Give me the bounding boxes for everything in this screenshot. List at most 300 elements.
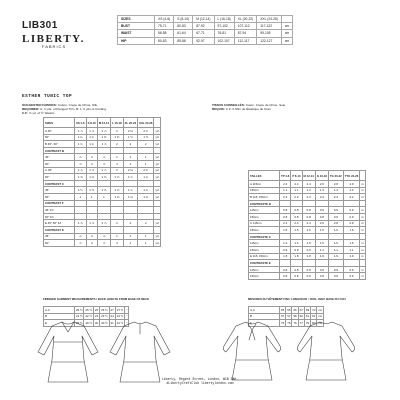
measure-cell: cm [318, 320, 323, 325]
grid-cell: 2.4 [328, 194, 343, 201]
grid-cell: ⅞ [86, 233, 97, 240]
grid-cell: ⅞ [97, 154, 110, 161]
measure-cell: 23 [94, 314, 99, 319]
size-row-label: HIP [118, 37, 155, 44]
grid-cell: 1 ⅜ [111, 134, 124, 141]
grid-cell: m [361, 274, 364, 279]
measure-row-label: E [44, 320, 75, 327]
measure-cell: 27 ½ [116, 307, 124, 312]
grid-cell: ⅞ [86, 160, 97, 167]
grid-row-label: CONTRAST E [44, 226, 75, 233]
grid-cell: 0.8 [280, 266, 291, 273]
grid-cell: 0.8 [315, 273, 328, 280]
grid-row-label: 45" F/I [44, 207, 75, 214]
grid-row-label: E 115, 150cm [249, 253, 280, 260]
grid-cell: 2.4 [280, 220, 291, 227]
grid-row-label: CONTRASTE B [249, 200, 280, 207]
sketch-b-front [223, 322, 280, 380]
size-cell: 76-81 [214, 30, 234, 37]
grid-cell: 2.6 [315, 220, 328, 227]
grid-header-cell: TG 20-22 [328, 171, 343, 181]
grid-cell: 1.5 [291, 227, 302, 234]
grid-row-label: C 115cm [249, 220, 280, 227]
required-text: A: 4 yds. of Flanged Trim. B: 1 ⅝ yds of Cording. [40, 107, 107, 112]
measure-cell: 31 ½ [116, 320, 124, 325]
grid-row-label: 45" [44, 154, 75, 161]
grid-cell: m [361, 188, 364, 193]
grid-cell: 1 ¼ [75, 134, 87, 141]
grid-cell: 2 [111, 128, 124, 135]
grid-cell: yd [155, 161, 159, 166]
grid-header-cell: XS 4-6 [75, 118, 87, 128]
grid-cell: 1 ⅝ [97, 174, 110, 181]
grid-cell: 1 ⅛ [111, 193, 124, 200]
grid-cell: 2 [138, 141, 154, 148]
grid-cell: 1 ⅞ [97, 167, 110, 174]
size-row-label: BUST [118, 23, 155, 30]
grid-cell: 1.6 [328, 240, 343, 247]
grid-cell: 1 ⅝ [75, 174, 87, 181]
grid-cell: 2.9 [343, 220, 360, 227]
grid-cell: 0.8 [291, 213, 302, 220]
grid-cell: 0.8 [291, 266, 302, 273]
grid-cell: 1.1 [280, 187, 291, 194]
requis-label: REQUIS: [212, 107, 225, 112]
grid-cell: 1 ¼ [86, 134, 97, 141]
grid-cell: 1 [123, 233, 137, 240]
grid-cell: 0.9 [328, 266, 343, 273]
grid-cell: 1.8 [302, 253, 315, 260]
grid-cell: 1 [123, 240, 137, 247]
measure-cell: 24 ½ [116, 314, 124, 319]
size-cell: 92-97 [193, 37, 214, 44]
footer-links: #LibertyCraftClub libertylondon.com [166, 381, 234, 386]
tissus-label: TISSUS CONSEILLÉS: [212, 103, 245, 107]
grid-cell: m [361, 247, 364, 252]
measure-cell: cm [318, 307, 323, 312]
cf-text: ⅝ yd. of ½" Elastic [28, 111, 55, 116]
grid-row-label: A 115cm [249, 181, 280, 188]
grid-header-cell: L 16-18 [111, 118, 124, 128]
grid-cell: 1.1 [343, 246, 360, 253]
grid-row-label: 150cm [249, 273, 280, 280]
grid-row-label: CONTRAST F [44, 200, 75, 207]
measurements-note-fr: MESURES DU VÊTEMENT FINI / LONGUEUR = DOS, AVEC BASE DU COU [248, 297, 346, 301]
grid-cell: m [361, 208, 364, 213]
grid-cell: yd [155, 128, 159, 133]
grid-cell: yd [155, 188, 159, 193]
grid-header-cell: XL 20-22 [123, 118, 137, 128]
measure-cell: " [126, 307, 128, 312]
grid-row-label: 115cm [249, 207, 280, 214]
size-cell: 87-92 [193, 23, 214, 30]
grid-cell: ⅞ [75, 240, 87, 247]
size-cell: XS (4-6) [155, 16, 174, 23]
grid-header-cell: P 8-10 [291, 171, 302, 181]
measure-cell: 67 [299, 307, 303, 312]
grid-cell: yd [155, 174, 159, 179]
grid-cell: yd [155, 240, 159, 245]
grid-header-cell: G 16-18 [315, 171, 328, 181]
size-row-label: SIZES [118, 16, 155, 23]
measure-cell: 26 ½ [101, 307, 108, 312]
grid-cell: 0.8 [302, 273, 315, 280]
measure-cell: 24 [110, 314, 114, 319]
size-cell: 117-122 [257, 23, 282, 30]
grid-cell: 1.3 [302, 187, 315, 194]
page-footer [0, 377, 400, 385]
grid-row-label: A 45" [44, 128, 75, 135]
grid-row-label: 115cm [249, 266, 280, 273]
grid-cell: 1.9 [328, 253, 343, 260]
grid-cell: 1 [97, 193, 110, 200]
measure-cell: 69 [305, 307, 310, 312]
grid-row-label: 45" [44, 233, 75, 240]
size-cell: 75-71 [155, 23, 174, 30]
grid-cell: 2.8 [328, 181, 343, 188]
grid-row-label: 150cm [249, 213, 280, 220]
grid-cell: 1 [123, 160, 137, 167]
grid-cell: 1.6 [343, 227, 360, 234]
grid-header-cell: M 12-14 [97, 118, 110, 128]
measure-cell: 30 [94, 320, 99, 325]
measure-cell: " [126, 314, 128, 319]
measure-cell: 80 [312, 320, 316, 325]
grid-cell: 2 [123, 220, 137, 227]
grid-cell: 0.8 [302, 213, 315, 220]
grid-cell: 2.3 [291, 194, 302, 201]
grid-cell: 1 ⅞ [75, 167, 87, 174]
grid-row-label: CONTRAST B [44, 147, 75, 154]
sketch-b-back [297, 322, 354, 380]
grid-cell: m [361, 227, 364, 232]
grid-cell: 1.4 [328, 187, 343, 194]
grid-header-cell: XXL 24-26 [138, 118, 154, 128]
size-cell: S (8-10) [174, 16, 193, 23]
measure-cell: 30 ½ [101, 320, 108, 325]
grid-cell: 1 ⅞ [97, 220, 110, 227]
size-cell: 112-117 [234, 37, 256, 44]
grid-cell: 1 ¾ [138, 187, 154, 194]
grid-row-label: 60" [44, 240, 75, 247]
grid-row-label: C 45" [44, 167, 75, 174]
grid-cell: 1 [123, 154, 137, 161]
grid-cell: 1 ¾ [123, 174, 137, 181]
measure-cell: 60 [299, 314, 303, 319]
measure-cell: 65 [287, 307, 291, 312]
grid-header-cell: TAILLES [249, 171, 280, 181]
measure-cell: 77 [299, 320, 303, 325]
size-cell: 97-102 [214, 23, 234, 30]
grid-cell: 1.4 [280, 240, 291, 247]
grid-row-label: 45" [44, 187, 75, 194]
grid-cell: 0.8 [302, 266, 315, 273]
measure-cell: 22 ½ [76, 314, 83, 319]
measure-cell: 31 [110, 320, 114, 325]
grid-row-label: 150cm [249, 187, 280, 194]
required-label: REQUIRED: [22, 107, 40, 112]
sketch-a-front [38, 322, 98, 382]
grid-cell: 1 ⅞ [86, 220, 97, 227]
pattern-code: LIB301 [22, 20, 58, 31]
size-cell: 99-105 [257, 30, 282, 37]
grid-cell: 1 [138, 154, 154, 161]
grid-cell: 2.4 [280, 181, 291, 188]
grid-cell: ⅞ [97, 233, 110, 240]
grid-cell: yd [155, 194, 159, 199]
grid-row-label: 60" [44, 193, 75, 200]
grid-cell: 1 ⅛ [138, 193, 154, 200]
grid-cell: 0.9 [343, 207, 360, 214]
grid-cell: 1 [138, 240, 154, 247]
grid-cell: ⅞ [75, 154, 87, 161]
grid-cell: 2.8 [328, 220, 343, 227]
grid-cell: 0.8 [280, 207, 291, 214]
grid-cell: 1 ¾ [86, 141, 97, 148]
grid-cell: yd [155, 141, 159, 146]
grid-cell: 1 ½ [75, 187, 87, 194]
size-cell: XL (20-22) [234, 16, 256, 23]
size-cell: 56-58 [155, 30, 174, 37]
measure-cell: 75 [287, 320, 291, 325]
grid-row-label: B 45", 60" [44, 141, 75, 148]
grid-cell: 1.8 [280, 253, 291, 260]
grid-cell: 1 ½ [123, 134, 137, 141]
pattern-title: ESTHER TUNIC TOP [22, 94, 73, 99]
measure-row-label: E [249, 320, 280, 327]
grid-cell: 1 ½ [86, 187, 97, 194]
grid-cell: ⅞ [75, 160, 87, 167]
measure-cell: 29 ½ [85, 320, 92, 325]
grid-cell: 2.4 [315, 194, 328, 201]
grid-cell: yd [155, 135, 159, 140]
grid-cell: 1 ⅛ [123, 193, 137, 200]
grid-header-cell: TTG 24-26 [343, 171, 360, 181]
measure-row-label: B [44, 313, 75, 320]
grid-cell: 2.4 [291, 220, 302, 227]
grid-cell: m [361, 194, 364, 199]
grid-cell: 2.3 [280, 194, 291, 201]
grid-row-label: 115cm [249, 240, 280, 247]
measurements-note-en: FINISHED GARMENT MEASUREMENTS / BACK LENGTH FROM BASE OF NECK [43, 297, 150, 301]
grid-cell: 1.5 [315, 227, 328, 234]
brand-name: LIBERTY. [22, 33, 85, 45]
size-cell: 85-88 [174, 37, 193, 44]
measure-cell: 65 [281, 307, 285, 312]
grid-header-cell: TP 4-6 [280, 171, 291, 181]
grid-cell: 2 ⅛ [123, 128, 137, 135]
grid-cell: 0.8 [291, 273, 302, 280]
grid-cell: 1 ⅝ [97, 187, 110, 194]
grid-cell: 0.9 [343, 266, 360, 273]
grid-cell: 1 ⅞ [75, 220, 87, 227]
grid-cell: 1 ¾ [123, 187, 137, 194]
measure-cell: 29 ½ [76, 320, 83, 325]
measure-cell: 62 [312, 314, 316, 319]
grid-cell: 1 ⅝ [86, 174, 97, 181]
grid-row-label: CONTRAST C [44, 180, 75, 187]
grid-cell: 1 ⅞ [86, 128, 97, 135]
grid-cell: 0.8 [302, 207, 315, 214]
grid-cell: 1.3 [315, 187, 328, 194]
measure-row-label: B [249, 313, 280, 320]
grid-cell: 1.5 [302, 227, 315, 234]
grid-cell: 2 [111, 220, 124, 227]
grid-cell: 1.9 [315, 253, 328, 260]
grid-cell: 2.9 [343, 181, 360, 188]
sketch-a-back [110, 322, 170, 382]
cf-label: C.F: [22, 111, 29, 116]
grid-cell: 0.9 [328, 207, 343, 214]
grid-cell: 0.9 [328, 273, 343, 280]
grid-cell: m [361, 221, 364, 226]
size-row-label: WAIST [118, 30, 155, 37]
grid-cell: 1.5 [302, 240, 315, 247]
size-cell: 102-107 [214, 37, 234, 44]
measure-cell: 66 [293, 307, 297, 312]
tissus-text: Coton, Crepe de Chine, Soie. [245, 103, 287, 107]
size-cell: XXL (24-26) [257, 16, 282, 23]
grid-cell: ⅞ [97, 240, 110, 247]
grid-cell: 1.5 [280, 227, 291, 234]
grid-cell: 0.8 [315, 213, 328, 220]
grid-row-label: 150cm [249, 227, 280, 234]
grid-cell: 1 ⅞ [97, 128, 110, 135]
measure-row-label: A,C [249, 307, 280, 314]
grid-cell: 1 [75, 193, 87, 200]
grid-cell: ⅞ [86, 240, 97, 247]
grid-cell: 1 ⅞ [97, 141, 110, 148]
size-cell: M (12-14) [193, 16, 214, 23]
grid-row-label: CONTRASTE C [249, 233, 280, 240]
measure-cell: 26 [94, 307, 99, 312]
measure-cell: 70 [312, 307, 316, 312]
grid-row-label: B 115, 150cm [249, 194, 280, 201]
measure-cell: 25 ½ [76, 307, 83, 312]
grid-cell: m [361, 214, 364, 219]
grid-row-label: E 45" 60" F/I [44, 220, 75, 227]
grid-row-label: CONTRASTE E [249, 260, 280, 267]
grid-cell: 1.6 [328, 227, 343, 234]
measure-row-label: A,C [44, 307, 75, 314]
grid-cell: 2.4 [302, 220, 315, 227]
grid-cell: 2 [138, 220, 154, 227]
size-cell: 87-94 [234, 30, 256, 37]
size-cell: 107-112 [234, 23, 256, 30]
measure-cell: 57 [281, 314, 285, 319]
measure-cell: 22 ½ [85, 314, 92, 319]
size-cell: 122-127 [257, 37, 282, 44]
size-cell: cm [281, 23, 292, 30]
measure-cell: 76 [293, 320, 297, 325]
grid-cell: ⅞ [86, 154, 97, 161]
measure-cell: 27 [110, 307, 114, 312]
grid-cell: ⅞ [75, 233, 87, 240]
size-cell: 80-83 [155, 37, 174, 44]
grid-cell: 1 ¾ [138, 174, 154, 181]
grid-cell: 2.6 [315, 181, 328, 188]
measure-cell: 58 [293, 314, 297, 319]
fabrics-text: Cotton, Crepe de Chine, Silk. [57, 103, 98, 107]
grid-cell: 1 ⅞ [86, 167, 97, 174]
grid-header-cell: SIZES [44, 118, 75, 128]
footer-address: Liberty, Regent Street, London, W1B 5AH. [161, 377, 239, 381]
grid-cell: 2.4 [291, 181, 302, 188]
grid-cell: ⅞ [97, 160, 110, 167]
grid-row-label: 60" [44, 134, 75, 141]
grid-cell: yd [155, 221, 159, 226]
grid-cell: 1.4 [343, 187, 360, 194]
measure-cell: 75 [281, 320, 285, 325]
grid-cell: 0.9 [302, 246, 315, 253]
grid-cell: 0.9 [315, 266, 328, 273]
grid-cell: 1 ⅝ [111, 187, 124, 194]
grid-cell: 2.4 [343, 194, 360, 201]
grid-row-label: 60" [44, 160, 75, 167]
size-cell: 80-83 [174, 23, 193, 30]
grid-cell: 0.9 [328, 213, 343, 220]
grid-cell: m [361, 267, 364, 272]
grid-cell: 2 [111, 141, 124, 148]
grid-cell: m [361, 254, 364, 259]
measure-cell: 61 [305, 314, 310, 319]
grid-cell: 1.9 [343, 253, 360, 260]
grid-cell: 2.4 [302, 181, 315, 188]
grid-cell: 1 [138, 160, 154, 167]
grid-cell: 2 [111, 167, 124, 174]
measure-cell: 23 ½ [101, 314, 108, 319]
measure-cell: 25 ½ [85, 307, 92, 312]
grid-cell: 0.8 [280, 213, 291, 220]
grid-cell: 2 ⅛ [123, 167, 137, 174]
grid-header-cell: M 12-14 [302, 171, 315, 181]
grid-cell: 1.1 [328, 246, 343, 253]
grid-cell: 0.8 [280, 273, 291, 280]
grid-cell: 0.8 [291, 207, 302, 214]
measure-cell: 79 [305, 320, 310, 325]
size-cell: L (16-18) [214, 16, 234, 23]
grid-cell: m [361, 181, 364, 186]
grid-cell: 0.9 [343, 213, 360, 220]
grid-cell: m [361, 241, 364, 246]
grid-cell: 1.6 [343, 240, 360, 247]
grid-cell: ⅞ [111, 160, 124, 167]
grid-header-cell: S 8-10 [86, 118, 97, 128]
grid-cell: 0.9 [343, 273, 360, 280]
fabrics-label: SUGGESTED FABRICS: [22, 103, 57, 107]
grid-cell: 1 ⅝ [111, 174, 124, 181]
measure-cell: " [126, 320, 128, 325]
grid-cell: yd [155, 234, 159, 239]
grid-cell: 2 ¼ [138, 128, 154, 135]
grid-cell: 1 [138, 233, 154, 240]
size-cell: 67-71 [193, 30, 214, 37]
grid-cell: 1.4 [291, 240, 302, 247]
grid-row-label: 60" [44, 174, 75, 181]
grid-cell: 1 [86, 193, 97, 200]
grid-cell: 1.1 [291, 187, 302, 194]
grid-cell: 1 [111, 233, 124, 240]
measure-cell: 57 [287, 314, 291, 319]
grid-cell: 2.3 [302, 194, 315, 201]
grid-cell: 1 [111, 154, 124, 161]
size-cell: cm [281, 37, 292, 44]
grid-cell: 1.5 [315, 240, 328, 247]
grid-row-label: 150cm [249, 246, 280, 253]
requis-text: C.F: 0.50m de Élastique de 6mm [225, 107, 272, 112]
grid-cell: 2 ¼ [138, 167, 154, 174]
grid-cell: 0.9 [315, 207, 328, 214]
